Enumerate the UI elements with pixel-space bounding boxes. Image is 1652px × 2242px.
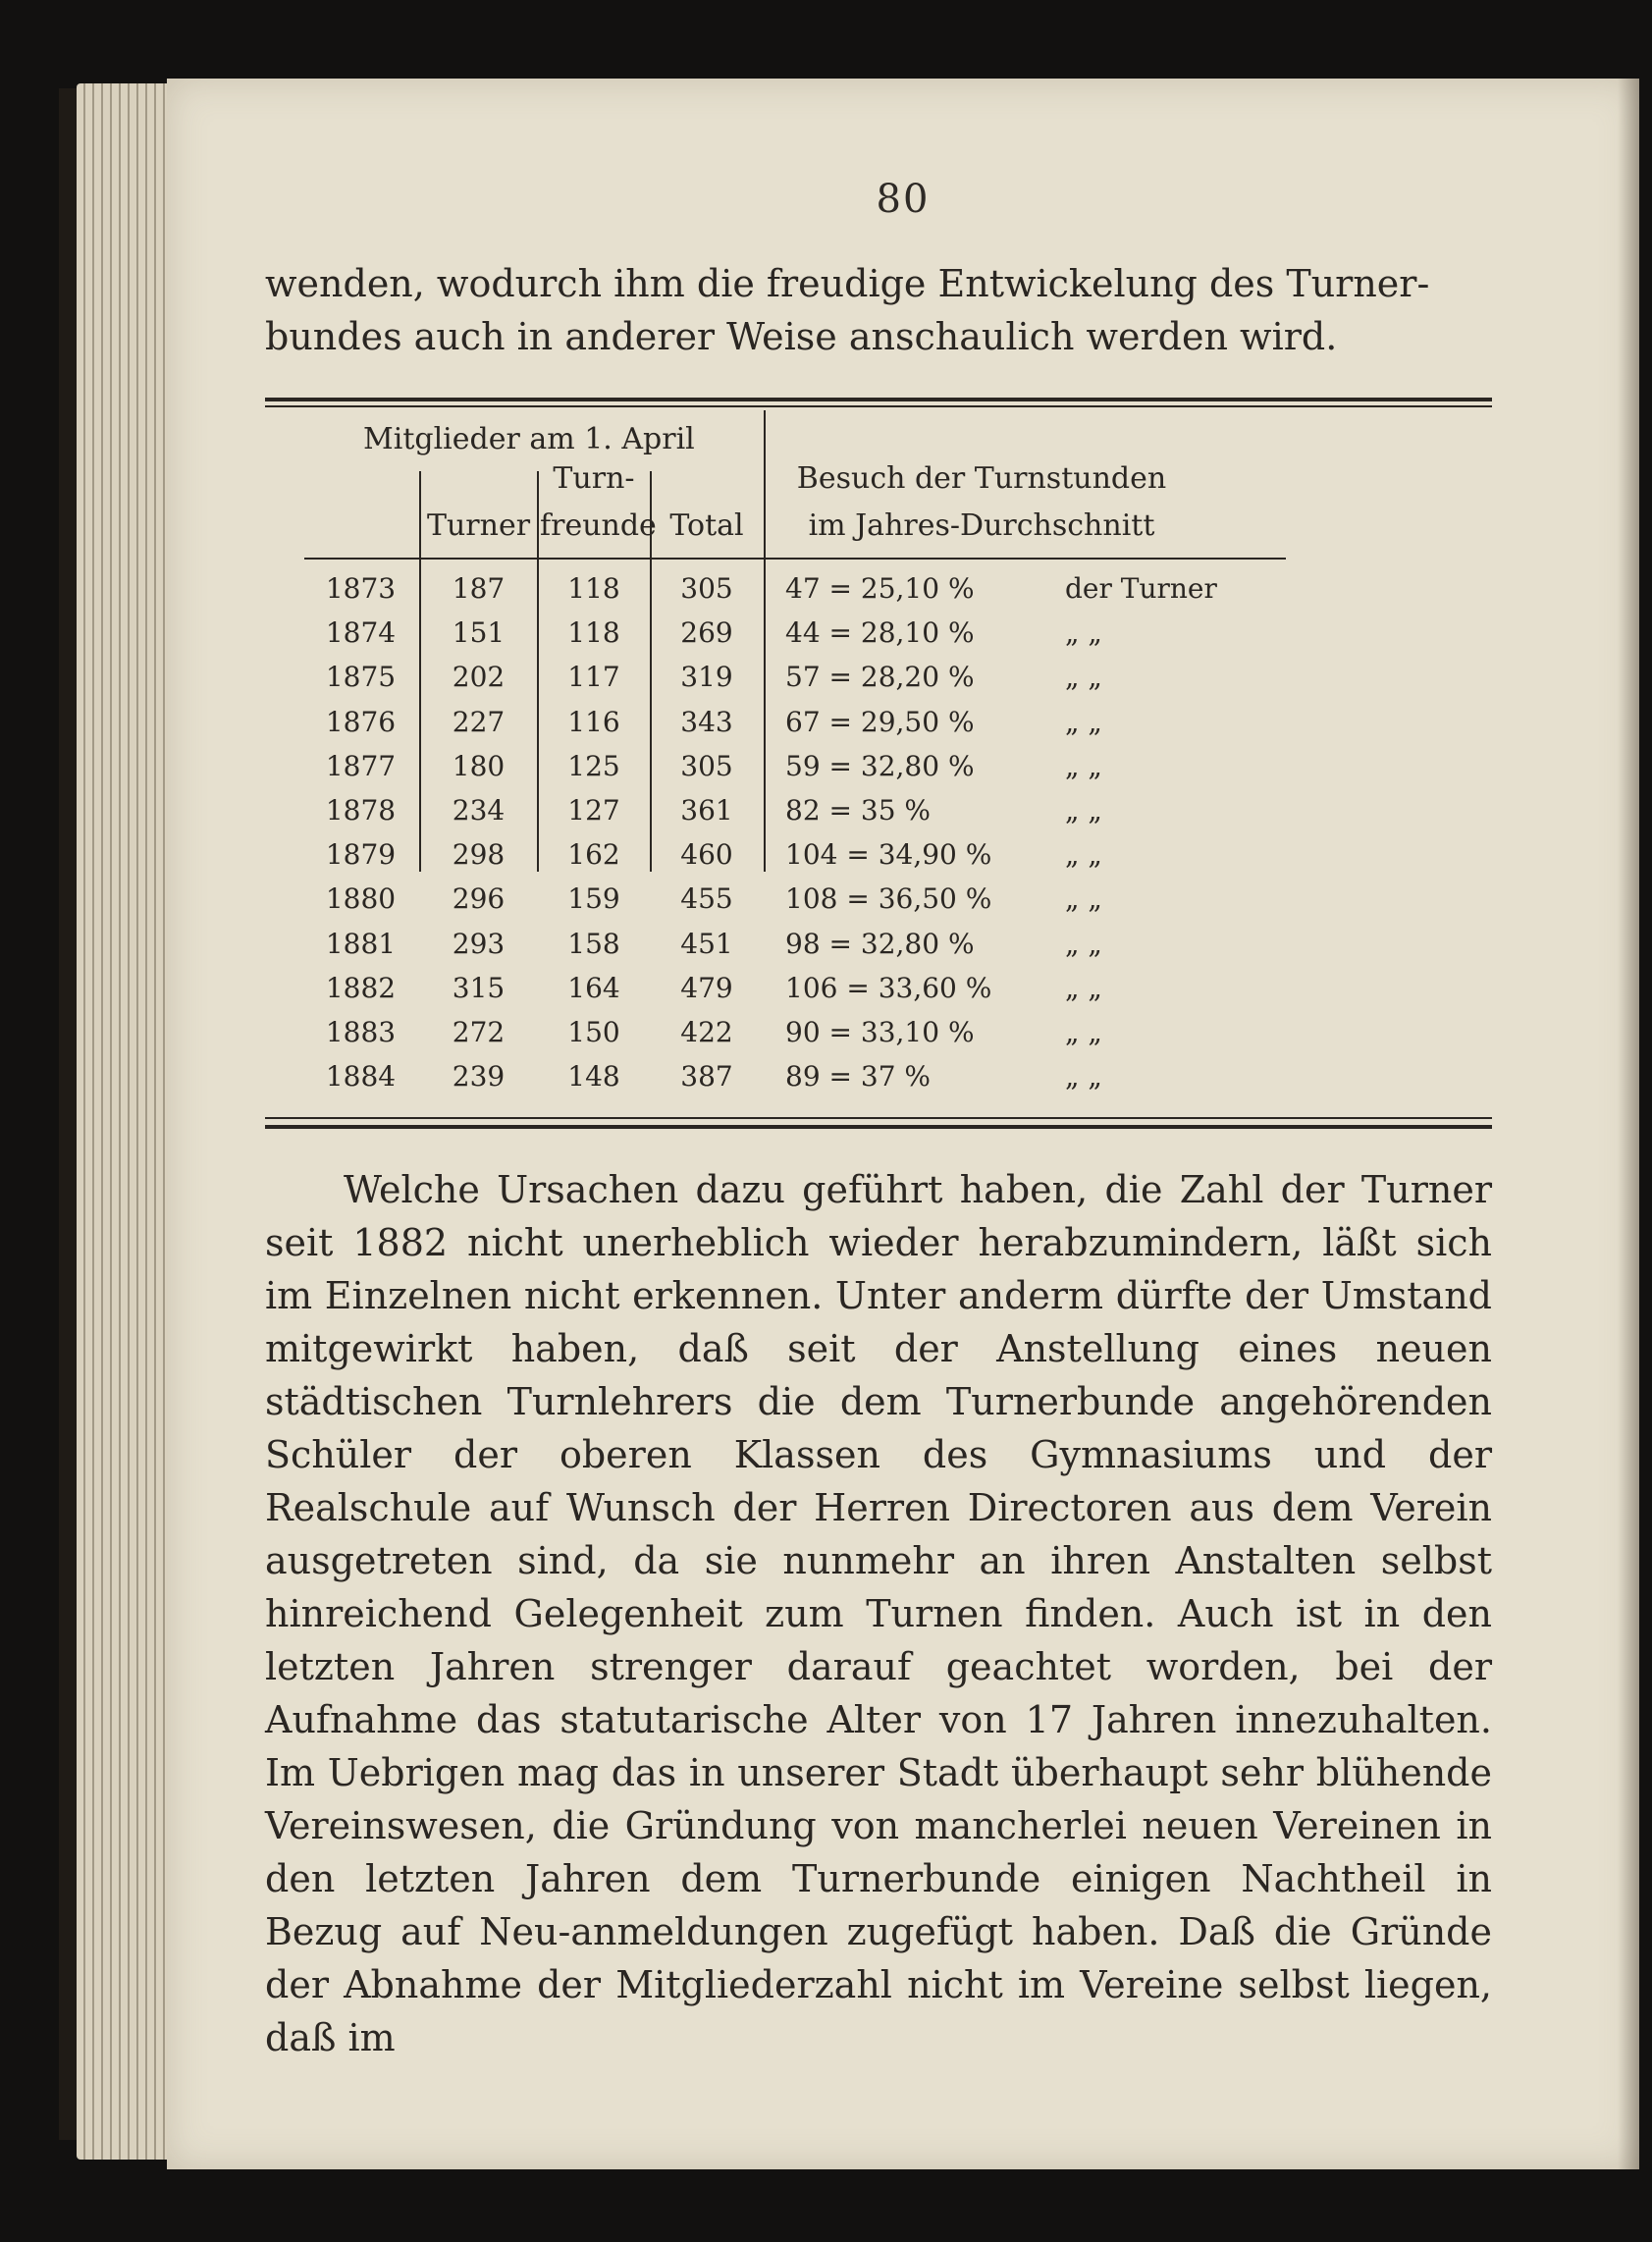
total-cell: 305 — [680, 572, 733, 605]
intro-line-1: wenden, wodurch ihm die freudige Entwickelung des Turner- — [265, 262, 1430, 305]
header-total: Total — [669, 508, 744, 543]
turner-cell: 239 — [452, 1060, 506, 1094]
total-cell: 361 — [680, 794, 733, 827]
besuch-cell: 67 = 29,50 % — [785, 705, 975, 738]
freunde-cell: 127 — [567, 794, 620, 827]
freunde-cell: 125 — [567, 749, 620, 782]
besuch-cell: 82 = 35 % — [785, 794, 932, 827]
freunde-cell: 118 — [567, 616, 620, 650]
table-top-rule — [265, 398, 1492, 401]
freunde-cell: 148 — [567, 1060, 620, 1094]
table-row — [265, 750, 1492, 780]
turner-cell: 227 — [452, 705, 506, 738]
suffix-cell: „ „ — [1065, 927, 1102, 960]
suffix-cell: „ „ — [1065, 882, 1102, 916]
table-row — [265, 661, 1492, 694]
total-cell: 451 — [680, 927, 733, 960]
total-cell: 269 — [680, 616, 733, 650]
table-row — [265, 1016, 1492, 1046]
freunde-cell: 158 — [567, 927, 620, 960]
besuch-cell: 104 = 34,90 % — [785, 838, 992, 872]
total-cell: 479 — [680, 971, 733, 1004]
header-freunde-top: Turn- — [553, 461, 635, 496]
freunde-cell: 162 — [567, 838, 620, 872]
total-cell: 319 — [680, 661, 733, 694]
suffix-cell: der Turner — [1065, 572, 1217, 605]
turner-cell: 298 — [452, 838, 506, 872]
suffix-cell: „ „ — [1065, 838, 1102, 872]
besuch-cell: 59 = 32,80 % — [785, 749, 975, 782]
table-row — [265, 572, 1492, 603]
total-cell: 387 — [680, 1060, 733, 1094]
members-table — [265, 410, 1492, 1094]
year-cell: 1878 — [325, 794, 397, 827]
page-shadow — [1618, 79, 1639, 2169]
suffix-cell: „ „ — [1065, 1016, 1102, 1048]
header-group-label: Mitglieder am 1. April — [363, 422, 695, 456]
total-cell: 455 — [680, 882, 733, 916]
besuch-cell: 108 = 36,50 % — [785, 882, 992, 916]
freunde-cell: 159 — [567, 882, 620, 916]
year-cell: 1875 — [325, 661, 397, 694]
besuch-cell: 89 = 37 % — [785, 1060, 932, 1094]
besuch-cell: 98 = 32,80 % — [785, 927, 975, 960]
header-freunde-bottom: freunde — [540, 508, 657, 543]
suffix-cell: „ „ — [1065, 705, 1102, 738]
turner-cell: 151 — [452, 616, 506, 650]
intro-line-2: bundes auch in anderer Weise anschaulich werden wird. — [265, 315, 1338, 358]
year-cell: 1881 — [325, 927, 397, 960]
besuch-cell: 106 = 33,60 % — [785, 971, 992, 1004]
year-cell: 1877 — [325, 749, 397, 782]
suffix-cell: „ „ — [1065, 749, 1102, 782]
suffix-cell: „ „ — [1065, 794, 1102, 827]
freunde-cell: 117 — [567, 661, 620, 694]
table-bottom-rule-thin — [265, 1117, 1492, 1119]
freunde-cell: 150 — [567, 1016, 620, 1048]
besuch-cell: 47 = 25,10 % — [785, 572, 975, 605]
turner-cell: 296 — [452, 882, 506, 916]
header-bottom-rule — [304, 558, 1286, 560]
freunde-cell: 164 — [567, 971, 620, 1004]
turner-cell: 180 — [452, 749, 506, 782]
suffix-cell: „ „ — [1065, 1060, 1102, 1094]
table-bottom-rule — [265, 1125, 1492, 1129]
year-cell: 1882 — [325, 971, 397, 1004]
total-cell: 343 — [680, 705, 733, 738]
freunde-cell: 118 — [567, 572, 620, 605]
turner-cell: 202 — [452, 661, 506, 694]
suffix-cell: „ „ — [1065, 616, 1102, 650]
year-cell: 1876 — [325, 705, 397, 738]
suffix-cell: „ „ — [1065, 661, 1102, 694]
turner-cell: 315 — [452, 971, 506, 1004]
table-row — [265, 838, 1492, 872]
table-row — [265, 706, 1492, 736]
year-cell: 1884 — [325, 1060, 397, 1094]
table-row — [265, 1060, 1492, 1094]
year-cell: 1880 — [325, 882, 397, 916]
total-cell: 305 — [680, 749, 733, 782]
table-top-rule-thin — [265, 405, 1492, 407]
besuch-cell: 90 = 33,10 % — [785, 1016, 975, 1048]
table-row — [265, 882, 1492, 916]
header-besuch-bottom: im Jahres-Durchschnitt — [808, 508, 1155, 543]
total-cell: 422 — [680, 1016, 733, 1048]
besuch-cell: 44 = 28,10 % — [785, 616, 975, 650]
table-row — [265, 616, 1492, 650]
year-cell: 1879 — [325, 838, 397, 872]
besuch-cell: 57 = 28,20 % — [785, 661, 975, 694]
year-cell: 1883 — [325, 1016, 397, 1048]
turner-cell: 293 — [452, 927, 506, 960]
turner-cell: 234 — [452, 794, 506, 827]
page-number: 80 — [876, 177, 931, 222]
header-besuch-top: Besuch der Turnstunden — [796, 461, 1167, 496]
year-cell: 1873 — [325, 572, 397, 605]
turner-cell: 187 — [452, 572, 506, 605]
body-paragraph: Welche Ursachen dazu geführt haben, die Zahl der Turner seit 1882 nicht unerheblich wieder herabzumindern, läßt sich im Einzelnen nicht erkennen. Unter anderm dürfte der Umstand mitgewirkt haben, daß seit der Anstellung eines neuen städtischen Turnlehrers die dem Turnerbunde angehörenden Schüler der oberen Klassen des Gymnasiums und der Realschule auf Wunsch der Herren Directoren aus dem Verein ausgetreten sind, da sie nunmehr an ihren Anstalten selbst hinreichend Gelegenheit zum Turnen finden. Auch ist in den letzten Jahren strenger darauf geachtet worden, bei der Aufnahme das statutarische Alter von 17 Jahren innezuhalten. Im Uebrigen mag das in unserer Stadt überhaupt sehr blühende Vereinswesen, die Gründung von mancherlei neuen Vereinen in den letzten Jahren dem Turnerbunde einigen Nachtheil in Bezug auf Neu-anmeldungen zugefügt haben. Daß die Gründe der Abnahme der Mitgliederzahl nicht im Vereine selbst liegen, daß im — [265, 1168, 1492, 2059]
total-cell: 460 — [680, 838, 733, 872]
turner-cell: 272 — [452, 1016, 506, 1048]
intro-paragraph — [265, 257, 1492, 363]
table-row — [265, 972, 1492, 1002]
table-row — [265, 794, 1492, 825]
suffix-cell: „ „ — [1065, 971, 1102, 1004]
table-row — [265, 928, 1492, 958]
header-turner: Turner — [426, 508, 531, 543]
freunde-cell: 116 — [567, 705, 620, 738]
year-cell: 1874 — [325, 616, 397, 650]
